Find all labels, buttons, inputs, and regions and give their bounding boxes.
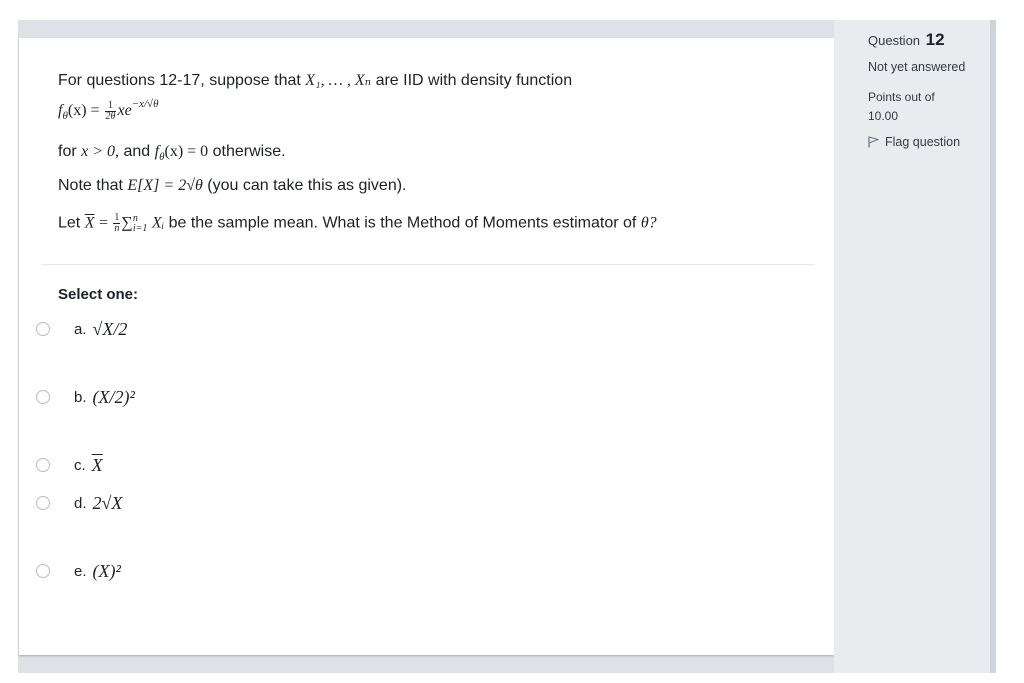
cond-math3: (x) = 0 bbox=[164, 143, 209, 160]
let-post: be the sample mean. What is the Method of Moments estimator of bbox=[168, 214, 637, 232]
let-pre: Let bbox=[58, 214, 81, 232]
density-fraction bbox=[105, 101, 117, 122]
density-f: f bbox=[58, 102, 63, 119]
density-arg: (x) = bbox=[67, 102, 100, 119]
flag-question-label: Flag question bbox=[885, 135, 961, 149]
question-intro bbox=[58, 70, 572, 90]
question-number-value: 12 bbox=[925, 30, 945, 49]
let-theta: θ? bbox=[640, 214, 657, 232]
let-xi: Xᵢ bbox=[151, 214, 165, 232]
note-math: E[X] = 2√θ bbox=[127, 177, 203, 194]
flag-icon bbox=[868, 136, 879, 148]
option-b-label: b. bbox=[74, 388, 87, 406]
let-fraction bbox=[113, 213, 120, 234]
divider bbox=[42, 264, 814, 265]
expectation-note bbox=[58, 177, 407, 195]
option-e[interactable] bbox=[36, 560, 121, 582]
option-c-label: c. bbox=[74, 456, 86, 474]
let-sum-sup: n bbox=[132, 212, 138, 224]
density-formula bbox=[58, 98, 158, 122]
option-a[interactable] bbox=[36, 318, 127, 340]
option-a-expr: √X/2 bbox=[92, 318, 128, 339]
sample-mean-definition bbox=[58, 213, 657, 234]
grade-value: 10.00 bbox=[868, 109, 899, 123]
question-state: Not yet answered bbox=[868, 60, 966, 74]
cond-pre: for bbox=[58, 143, 77, 160]
cond-post: otherwise. bbox=[212, 143, 286, 160]
let-sum: ∑ bbox=[121, 214, 133, 232]
let-frac-den: n bbox=[114, 223, 120, 234]
info-panel-edge bbox=[990, 20, 996, 673]
question-grade bbox=[868, 88, 978, 126]
let-sum-sub: i=1 bbox=[132, 222, 148, 234]
question-info-panel bbox=[834, 20, 990, 673]
question-number bbox=[868, 30, 945, 50]
let-eq: = bbox=[98, 214, 108, 232]
radio-option-c[interactable] bbox=[36, 458, 50, 472]
option-a-label: a. bbox=[74, 320, 87, 338]
grade-label: Points out of bbox=[868, 90, 935, 104]
density-frac-den: 2θ bbox=[105, 110, 116, 122]
intro-text: For questions 12-17, suppose that bbox=[58, 72, 301, 89]
radio-option-b[interactable] bbox=[36, 390, 50, 404]
let-frac-num: 1 bbox=[114, 212, 120, 223]
density-sub: θ bbox=[62, 110, 68, 123]
option-d-label: d. bbox=[74, 494, 87, 512]
let-xbar: $\overline{X}$ bbox=[84, 214, 95, 232]
density-exponent: −x/√θ bbox=[131, 98, 159, 110]
radio-option-d[interactable] bbox=[36, 496, 50, 510]
radio-option-a[interactable] bbox=[36, 322, 50, 336]
option-c-expr: $\overline{X}$ bbox=[91, 454, 103, 475]
question-word: Question bbox=[868, 33, 921, 48]
cond-sub: θ bbox=[159, 151, 165, 164]
intro-tail: are IID with density function bbox=[375, 72, 573, 89]
cond-f: f bbox=[154, 143, 160, 160]
option-e-expr: (X)² bbox=[92, 560, 121, 581]
intro-vars: X₁, … , Xₙ bbox=[305, 72, 372, 89]
note-pre: Note that bbox=[58, 177, 123, 194]
flag-question-button[interactable] bbox=[868, 135, 960, 149]
support-condition bbox=[58, 143, 286, 163]
cond-math: x > 0, bbox=[81, 143, 120, 160]
radio-option-e[interactable] bbox=[36, 564, 50, 578]
option-b[interactable] bbox=[36, 386, 135, 408]
option-e-label: e. bbox=[74, 562, 87, 580]
density-rhs: xe bbox=[117, 102, 132, 119]
option-c[interactable] bbox=[36, 454, 103, 476]
cond-mid: and bbox=[123, 143, 151, 160]
note-post: (you can take this as given). bbox=[207, 177, 407, 194]
density-frac-num: 1 bbox=[105, 101, 117, 112]
option-b-expr: (X/2)² bbox=[92, 386, 135, 407]
select-one-label: Select one: bbox=[58, 286, 139, 303]
option-d-expr: 2√X bbox=[92, 492, 123, 513]
question-content-card bbox=[19, 38, 834, 655]
option-d[interactable] bbox=[36, 492, 122, 514]
